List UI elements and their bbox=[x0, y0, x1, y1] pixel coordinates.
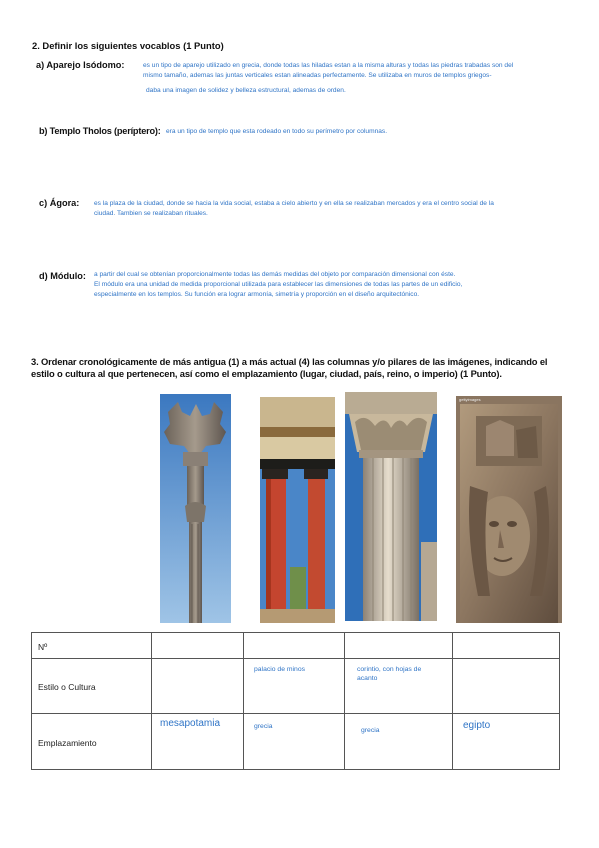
row-label-emplazamiento: Emplazamiento bbox=[38, 738, 97, 748]
estilo-cell-4[interactable] bbox=[453, 659, 560, 714]
label-cell-numero bbox=[32, 633, 152, 659]
photo-hathor-capital bbox=[456, 396, 562, 623]
emplazamiento-answer-3: grecia bbox=[361, 727, 380, 734]
answer-agora-line1: es la plaza de la ciudad, donde se hacia la vida social, estaba a cielo abierto y en ella se realizaban mercados y era el centro social de la bbox=[94, 200, 494, 207]
photo-persian-bull-column bbox=[160, 394, 231, 623]
estilo-cell-1[interactable] bbox=[152, 659, 244, 714]
term-aparejo-isodomo: a) Aparejo Isódomo: bbox=[36, 60, 125, 70]
photo-minoan-red-columns bbox=[260, 397, 335, 623]
answer-aparejo-line2: mismo tamaño, ademas las juntas verticales estan alineadas perfectamente. Se utilizaba en muros de templos griegos- bbox=[143, 72, 492, 79]
question-3-title-line2: estilo o cultura al que pertenecen, así como el emplazamiento (lugar, ciudad, país, reino, o imperio) (1 Punto). bbox=[31, 368, 502, 379]
answer-templo-tholos: era un tipo de templo que esta rodeado en todo su perímetro por columnas. bbox=[166, 128, 388, 135]
photo-corinthian-column bbox=[345, 392, 437, 621]
emplazamiento-cell-2[interactable] bbox=[244, 714, 345, 770]
photo-watermark: gettyimages bbox=[459, 397, 481, 402]
answer-modulo-line3: especialmente en los templos. Su función era lograr armonía, simetría y proporción en el diseño arquitectónico. bbox=[94, 291, 420, 298]
table-row-estilo bbox=[32, 659, 560, 714]
emplazamiento-answer-1: mesapotamia bbox=[160, 718, 221, 729]
question-2-title: 2. Definir los siguientes vocablos (1 Punto) bbox=[32, 40, 224, 51]
emplazamiento-cell-1[interactable] bbox=[152, 714, 244, 770]
chronology-table bbox=[31, 632, 560, 770]
emplazamiento-cell-4[interactable] bbox=[453, 714, 560, 770]
numero-cell-2[interactable] bbox=[244, 633, 345, 659]
table-row-emplazamiento bbox=[32, 714, 560, 770]
estilo-answer-2: palacio de minos bbox=[254, 666, 306, 673]
answer-aparejo-line1: es un tipo de aparejo utilizado en grecia, donde todas las hiladas estan a la misma alturas y todas las piedras trabadas son del bbox=[143, 62, 514, 69]
row-label-estilo: Estilo o Cultura bbox=[38, 682, 96, 692]
numero-cell-1[interactable] bbox=[152, 633, 244, 659]
numero-cell-4[interactable] bbox=[453, 633, 560, 659]
answer-aparejo-line3: daba una imagen de solidez y belleza estructural, ademas de orden. bbox=[146, 87, 346, 94]
term-templo-tholos: b) Templo Tholos (períptero): bbox=[39, 126, 161, 136]
term-modulo: d) Módulo: bbox=[39, 271, 86, 281]
estilo-answer-3: corintio, con hojas de acanto bbox=[357, 666, 422, 682]
emplazamiento-answer-4: egipto bbox=[463, 720, 491, 731]
emplazamiento-cell-3[interactable] bbox=[345, 714, 453, 770]
label-cell-emplazamiento bbox=[32, 714, 152, 770]
numero-cell-3[interactable] bbox=[345, 633, 453, 659]
term-agora: c) Ágora: bbox=[39, 198, 80, 208]
answer-modulo-line1: a partir del cual se obtenían proporcionalmente todas las demás medidas del objeto por comparación dimensional con éste. bbox=[94, 271, 456, 278]
row-label-numero: Nº bbox=[38, 642, 48, 652]
estilo-cell-3[interactable] bbox=[345, 659, 453, 714]
answer-agora-line2: ciudad. Tambien se realizaban rituales. bbox=[94, 210, 208, 217]
emplazamiento-answer-2: grecia bbox=[254, 723, 273, 730]
estilo-cell-2[interactable] bbox=[244, 659, 345, 714]
question-3-title-line1: 3. Ordenar cronológicamente de más antigua (1) a más actual (4) las columnas y/o pilares de las imágenes, indicando el bbox=[31, 356, 548, 367]
answer-modulo-line2: El módulo era una unidad de medida proporcional utilizada para establecer las dimensiones de todas las partes de un edificio, bbox=[94, 281, 463, 288]
table-row-numero bbox=[32, 633, 560, 659]
label-cell-estilo bbox=[32, 659, 152, 714]
